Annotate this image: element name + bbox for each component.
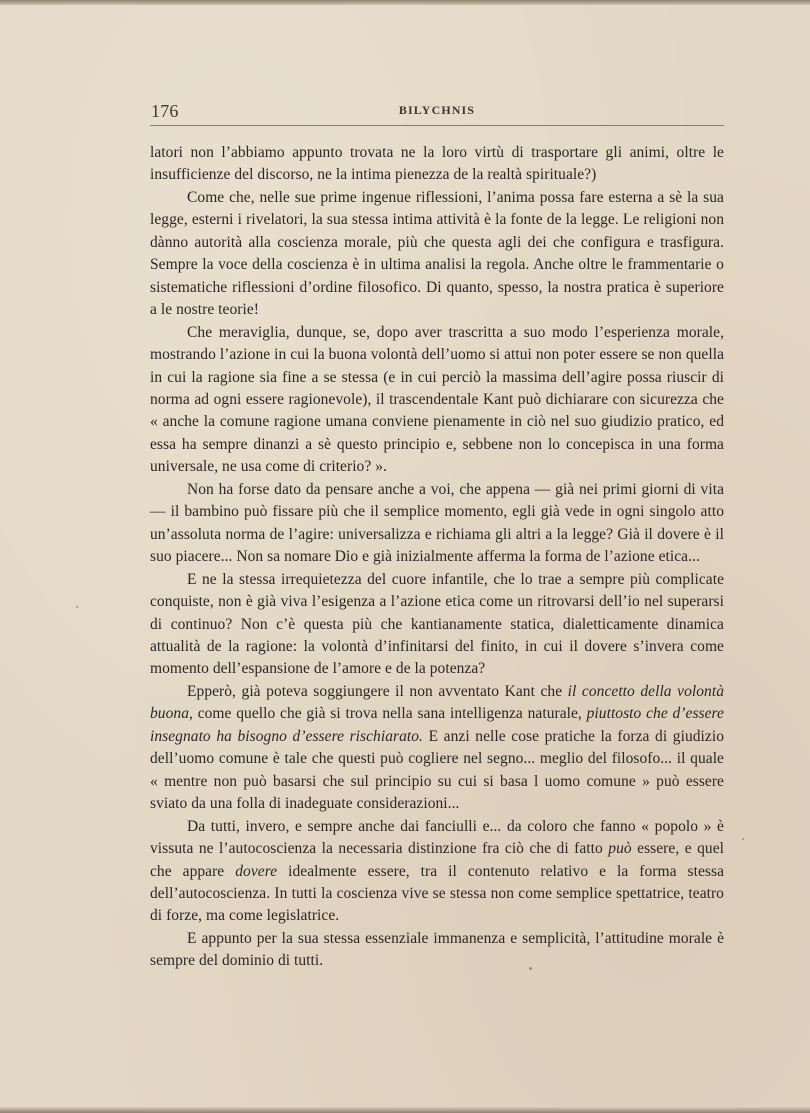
paragraph-6-text-end: E anzi nelle cose pratiche la forza di giudizio dell’uomo comune è tale che questi può cogliere nel segno... meglio del filosofo... il quale « mentre non può basarsi che sul principio su cui si basa l uomo comune » può essere sviato da una folla di inadeguate considerazioni... xyxy=(150,727,724,813)
italic-quote-rischiarato: piuttosto che d’essere insegnato ha bisogno d’essere rischiarato. xyxy=(150,705,724,745)
page-header xyxy=(150,101,724,125)
paragraph-7-text: Da tutti, invero, e sempre anche dai fanciulli e... da coloro che fanno « popolo » è vissuta ne l’autocoscienza la necessaria distinzione fra ciò che di fatto xyxy=(150,817,724,858)
paragraph-4: Non ha forse dato da pensare anche a voi, che appena — già nei primi giorni di vita — il bambino può fissare più che il semplice momento, egli già vede in ogni singolo atto un’assoluta norma de l’agire: universalizza e richiama gli altri a la legge? Già il dovere è il suo piacere... Non sa nomare Dio e già inizialmente afferma la forma de l’azione etica... xyxy=(150,480,724,566)
paper-spot xyxy=(529,967,532,970)
header-rule xyxy=(150,125,724,126)
paragraph-1: latori non l’abbiamo appunto trovata ne la loro virtù di trasportare gli animi, oltre le insufficienze del discorso, ne la intima pienezza de la realtà spirituale?) xyxy=(150,144,724,184)
paragraph-6-text-middle: come quello che già si trova nella sana intelligenza naturale, xyxy=(192,705,587,723)
paper-spot xyxy=(76,606,78,608)
paragraph-7-text-end: idealmente essere, tra il contenuto relativo e la forma stessa dell’autocoscienza. In tutti la coscienza vive se stessa non come semplice spettatrice, teatro di forze, ma come legislatrice. xyxy=(150,862,724,925)
paragraph-7-text-middle: essere, e quel che appare xyxy=(150,840,724,880)
page-number: 176 xyxy=(151,101,179,121)
italic-word-dovere: dovere xyxy=(235,862,278,880)
italic-quote-volonta-buona: il concetto della volontà buona, xyxy=(150,682,724,723)
paragraph-3: Che meraviglia, dunque, se, dopo aver trascritta a suo modo l’esperienza morale, mostrando l’azione in cui la buona volontà dell’uomo si attui non poter essere se non quella in cui la ragione sia fine a se stessa (e in cui perciò la massima dell’agire possa riuscir di norma ad ogni essere ragionevole), il trascendentale Kant può dichiarare con sicurezza che « anche la comune ragione umana conviene pienamente in ciò nel suo giudizio pratico, ed essa ha sempre dinanzi a sè questo principio e, sebbene non lo concepisca in una forma universale, ne usa come di criterio? ». xyxy=(150,323,724,476)
paragraph-7 xyxy=(150,816,724,928)
paper-spot xyxy=(742,838,744,840)
running-head: BILYCHNIS xyxy=(398,103,476,117)
paragraph-5: E ne la stessa irrequietezza del cuore infantile, che lo trae a sempre più complicate conquiste, non è già viva l’esigenza a l’azione etica come un ritrovarsi dell’io nel superarsi di continuo? Non c’è questa più che kantianamente statica, dialetticamente dinamica attualità de la ragione: la volontà d’infinitarsi del finito, in cui il dovere s’invera come momento dell’espansione de l’amore e de la potenza? xyxy=(150,570,724,678)
paragraph-6-text: Epperò, già poteva soggiungere il non avventato Kant che xyxy=(187,682,568,700)
italic-word-puo: può xyxy=(608,840,632,858)
body-text xyxy=(150,142,724,973)
paragraph-8: E appunto per la sua stessa essenziale immanenza e semplicità, l’attitudine morale è sempre del dominio di tutti. xyxy=(150,929,724,970)
paragraph-2: Come che, nelle sue prime ingenue riflessioni, l’anima possa fare esterna a sè la sua legge, esterni i rivelatori, la sua stessa intima attività è la fonte de la legge. Le religioni non dànno autorità alla coscienza morale, più che questa agli dei che configura e trasfigura. Sempre la voce della coscienza è in ultima analisi la regola. Anche oltre le frammentarie o sistematiche riflessioni d’ordine filosofico. Di quanto, spesso, la nostra pratica è superiore a le nostre teorie! xyxy=(150,188,724,319)
paragraph-6 xyxy=(150,681,724,816)
